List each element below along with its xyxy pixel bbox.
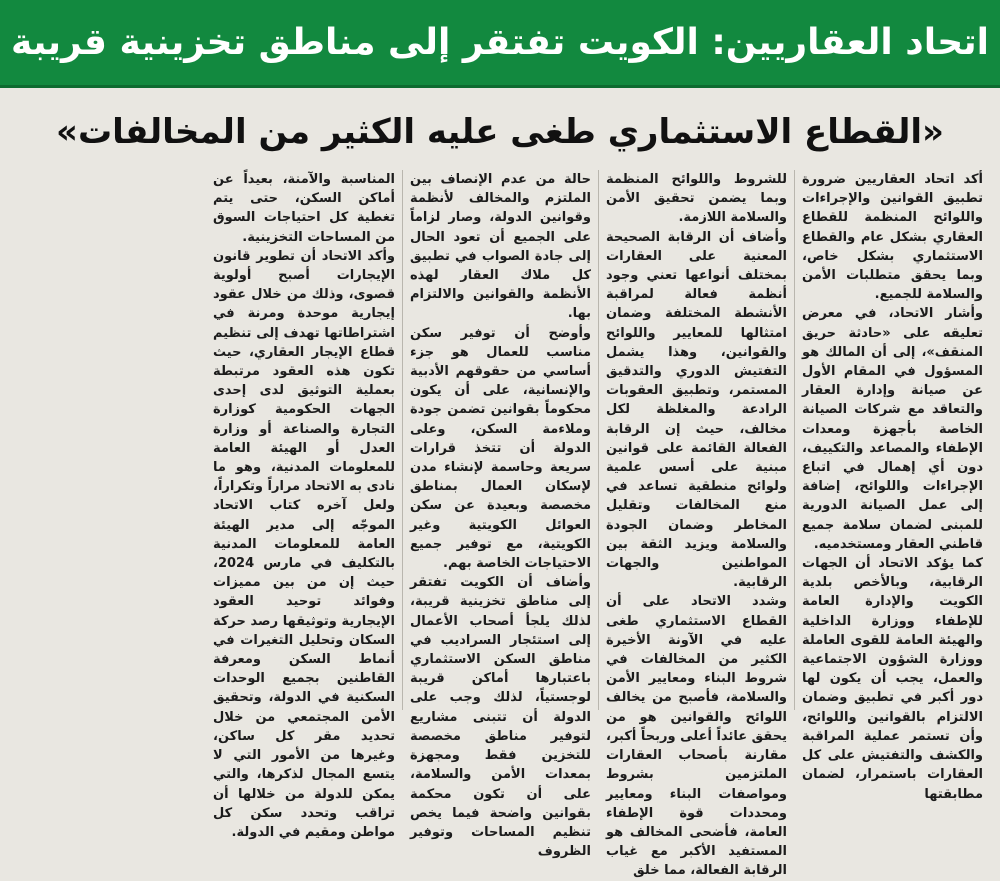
article-column-1 bbox=[794, 170, 990, 802]
paragraph: أكد اتحاد العقاريين ضرورة تطبيق القوانين والإجراءات واللوائح المنظمة للقطاع العقاري بشكل عام والقطاع الاستثماري بشكل خاص، وبما يحقق متطلبات الأمن والسلامة للجميع. bbox=[802, 172, 983, 303]
paragraph: حالة من عدم الإنصاف بين الملتزم والمخالف لأنظمة وقوانين الدولة، وصار لزاماً على الجميع أن تعود الحال إلى جادة الصواب في تطبيق كل ملاك العقار لهذه الأنظمة والقوانين والالتزام بها. bbox=[410, 172, 591, 322]
subheadline: «القطاع الاستثماري طغى عليه الكثير من المخالفات» bbox=[55, 112, 945, 152]
article-body bbox=[10, 170, 990, 879]
article-column-3 bbox=[402, 170, 598, 860]
subheadline-container bbox=[0, 100, 1000, 164]
paragraph: وأوضح أن توفير سكن مناسب للعمال هو جزء أساسي من حقوقهم الأدبية والإنسانية، على أن يكون محكوماً بقوانين تضمن جودة وملاءمة السكن، وعلى الدولة أن تتخذ قرارات سريعة وحاسمة لإنشاء مدن لإسكان العمال بمناطق مخصصة وبعيدة عن سكن العوائل الكويتية وغير الكويتية، مع توفير جميع الاحتياجات الخاصة بهم. bbox=[410, 325, 591, 572]
paragraph: وأشار الاتحاد، في معرض تعليقه على «حادثة حريق المنقف»، إلى أن المالك هو المسؤول في المقام الأول عن صيانة وإدارة العقار والتعاقد مع شركات الصيانة الخاصة بأجهزة ومعدات الإطفاء والمصاعد والتكييف، دون أي إهمال في اتباع الإجراءات واللوائح، إضافة إلى عمل الصيانة الدورية للمبنى لضمان سلامة جميع قاطني العقار ومستخدميه. bbox=[802, 306, 983, 552]
article-column-2 bbox=[598, 170, 794, 879]
article-column-4 bbox=[206, 170, 402, 840]
paragraph: المناسبة والآمنة، بعيداً عن أماكن السكن، حتى يتم تغطية كل احتياجات السوق من المساحات التخزينية. bbox=[213, 172, 395, 245]
headline-banner bbox=[0, 0, 1000, 88]
paragraph: وأضاف أن الكويت تفتقر إلى مناطق تخزينية قريبة، لذلك يلجأ أصحاب الأعمال إلى استئجار السراديب في مناطق السكن الاستثماري باعتبارها أماكن قريبة لوجستياً، لذلك وجب على الدولة أن تتبنى مشاريع لتوفير مناطق مخصصة للتخزين فقط ومجهزة بمعدات الأمن والسلامة، على أن تكون محكمة بقوانين واضحة فيما يخص تنظيم المساحات وتوفير الظروف bbox=[410, 575, 591, 860]
paragraph: وأكد الاتحاد أن تطوير قانون الإيجارات أصبح أولوية قصوى، وذلك من خلال عقود إيجارية موحدة ومرنة في اشتراطاتها تهدف إلى تنظيم قطاع الإيجار العقاري، حيث تكون هذه العقود مرتبطة بعملية التوثيق لدى إحدى الجهات الحكومية كوزارة التجارة والصناعة أو وزارة العدل أو الهيئة العامة للمعلومات المدنية، وهو ما نادى به الاتحاد مراراً وتكراراً، ولعل آخره كتاب الاتحاد الموجّه إلى مدير الهيئة العامة للمعلومات المدنية بالتكليف في مارس 2024، حيث إن من بين مميزات وفوائد توحيد العقود الإيجارية وتوثيقها رصد حركة السكان وتحليل التغيرات في أنماط السكن ومعرفة القاطنين بجميع الوحدات السكنية في الدولة، وتحقيق الأمن المجتمعي من خلال تحديد مقر كل ساكن، وغيرها من الأمور التي لا يتسع المجال لذكرها، والتي يمكن للدولة من خلالها أن تراقب وتحدد سكن كل مواطن ومقيم في الدولة. bbox=[213, 248, 395, 840]
paragraph: وشدد الاتحاد على أن القطاع الاستثماري طغى عليه في الآونة الأخيرة الكثير من المخالفات في شروط البناء ومعايير الأمن والسلامة، فأصبح من يخالف اللوائح والقوانين هو من يحقق عائداً أعلى وربحاً أكبر، مقارنة بأصحاب العقارات الملتزمين بشروط ومواصفات البناء ومعايير ومحددات قوة الإطفاء العامة، فأضحى المخالف هو المستفيد الأكبر مع غياب الرقابة الفعالة، مما خلق bbox=[606, 594, 787, 879]
headline: اتحاد العقاريين: الكويت تفتقر إلى مناطق تخزينية قريبة bbox=[10, 21, 990, 63]
paragraph: وأضاف أن الرقابة الصحيحة المعنية على العقارات بمختلف أنواعها تعني وجود أنظمة فعالة لمراقبة الأنشطة المختلفة وضمان امتثالها للمعايير واللوائح والقوانين، وهذا يشمل التفتيش الدوري والتدقيق المستمر، وتطبيق العقوبات الرادعة والمغلظة لكل مخالف، حيث إن الرقابة الفعالة القائمة على قوانين مبنية على أسس علمية ولوائح منطقية تساعد في منع المخالفات وتقليل المخاطر وضمان الجودة والسلامة ويزيد الثقة بين المواطنين والجهات الرقابية. bbox=[606, 229, 787, 591]
paragraph: كما يؤكد الاتحاد أن الجهات الرقابية، وبالأخص بلدية الكويت والإدارة العامة للإطفاء ووزارة الداخلية والهيئة العامة للقوى العاملة ووزارة الشؤون الاجتماعية والعمل، يجب أن يكون لها دور أكبر في تطبيق وضمان الالتزام بالقوانين واللوائح، وأن تستمر عملية المراقبة والكشف والتفتيش على كل العقارات باستمرار، لضمان مطابقتها bbox=[802, 556, 983, 802]
paragraph: للشروط واللوائح المنظمة وبما يضمن تحقيق الأمن والسلامة اللازمة. bbox=[606, 172, 787, 226]
